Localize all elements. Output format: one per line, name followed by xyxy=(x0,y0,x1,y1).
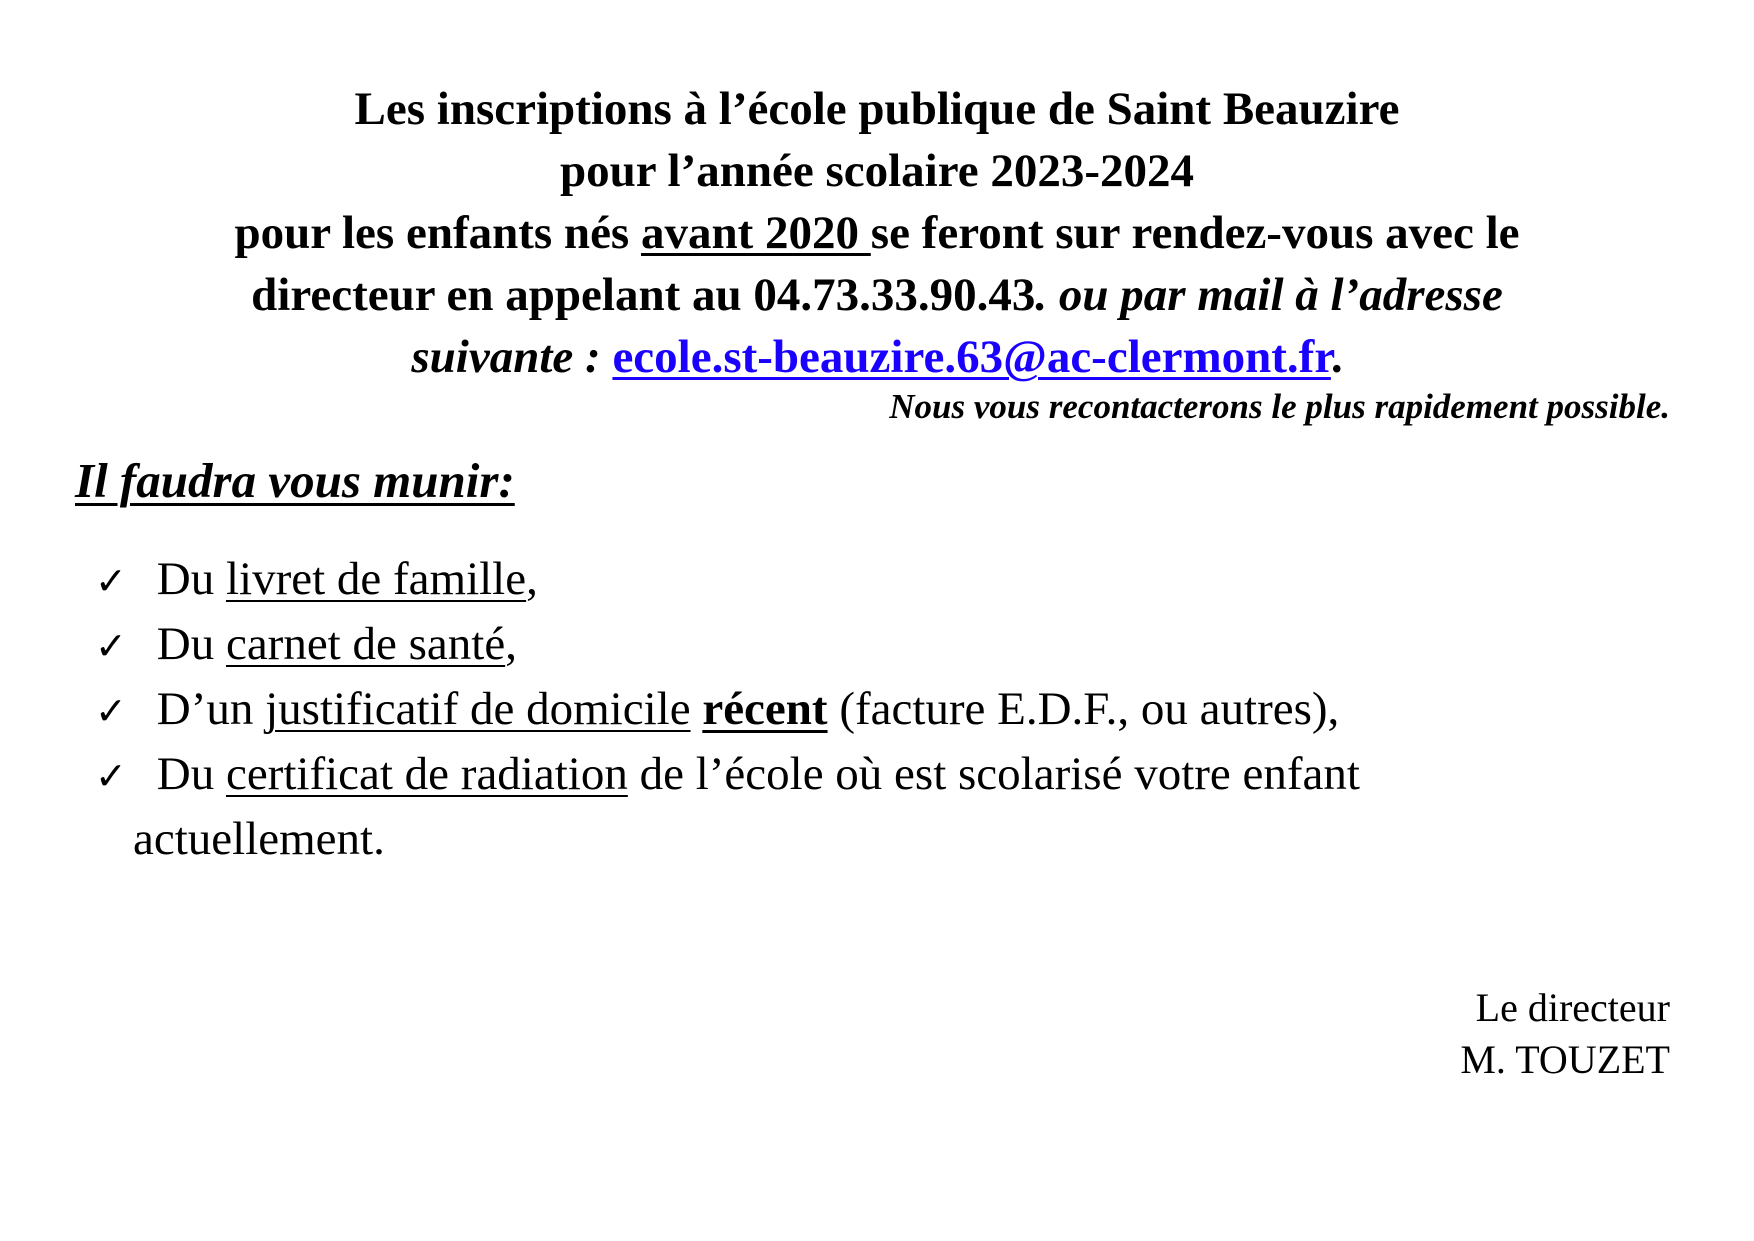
list-item xyxy=(95,743,1655,808)
header-line-3-start: pour les enfants nés xyxy=(234,207,641,259)
header-line-4 xyxy=(0,264,1754,326)
signature-block xyxy=(1460,982,1670,1086)
header-line-2: pour l’année scolaire 2023-2024 xyxy=(559,145,1195,197)
list-item xyxy=(95,548,1655,613)
item-suffix: (facture E.D.F., ou autres), xyxy=(827,683,1340,735)
list-item xyxy=(95,613,1655,678)
list-item-continuation: actuellement. xyxy=(133,813,385,865)
recontact-note: Nous vous recontacterons le plus rapidement possible. xyxy=(889,387,1670,426)
following-label: suivante : xyxy=(411,331,613,383)
item-key-document: certificat de radiation xyxy=(225,748,628,800)
checkmark-icon: ✓ xyxy=(95,754,127,798)
required-documents-title: Il faudra vous munir: xyxy=(75,453,515,508)
item-space xyxy=(691,683,703,735)
item-prefix: Du xyxy=(145,618,226,670)
checkmark-icon: ✓ xyxy=(95,624,127,668)
item-prefix: D’un xyxy=(145,683,266,735)
mail-intro-text: . ou par mail à l’adresse xyxy=(1035,269,1503,321)
email-link[interactable]: ecole.st-beauzire.63@ac-clermont.fr xyxy=(612,331,1331,383)
item-key-document: carnet de santé xyxy=(225,618,506,670)
item-suffix: de l’école où est scolarisé votre enfant xyxy=(627,748,1360,800)
signature-role: Le directeur xyxy=(1475,985,1670,1030)
item-prefix: Du xyxy=(145,553,226,605)
signature-name: M. TOUZET xyxy=(1460,1037,1670,1082)
required-documents-list xyxy=(95,548,1655,871)
phone-text: directeur en appelant au 04.73.33.90.43 xyxy=(251,269,1036,321)
item-key-document: livret de famille xyxy=(225,553,527,605)
header-line-1: Les inscriptions à l’école publique de Saint Beauzire xyxy=(354,83,1400,135)
list-item xyxy=(95,678,1655,743)
header-line-3-end: se feront sur rendez-vous avec le xyxy=(870,207,1520,259)
checkmark-icon: ✓ xyxy=(95,559,127,603)
item-prefix: Du xyxy=(145,748,226,800)
birth-year-condition: avant 2020 xyxy=(640,207,871,259)
item-key-document: justificatif de domicile xyxy=(265,683,691,735)
header-line-5 xyxy=(0,326,1754,388)
item-suffix: , xyxy=(505,618,517,670)
header-line-5-end: . xyxy=(1330,331,1343,383)
announcement-header xyxy=(0,78,1754,388)
recent-emphasis: récent xyxy=(702,683,828,735)
header-line-3 xyxy=(0,202,1754,264)
item-suffix: , xyxy=(526,553,538,605)
checkmark-icon: ✓ xyxy=(95,689,127,733)
